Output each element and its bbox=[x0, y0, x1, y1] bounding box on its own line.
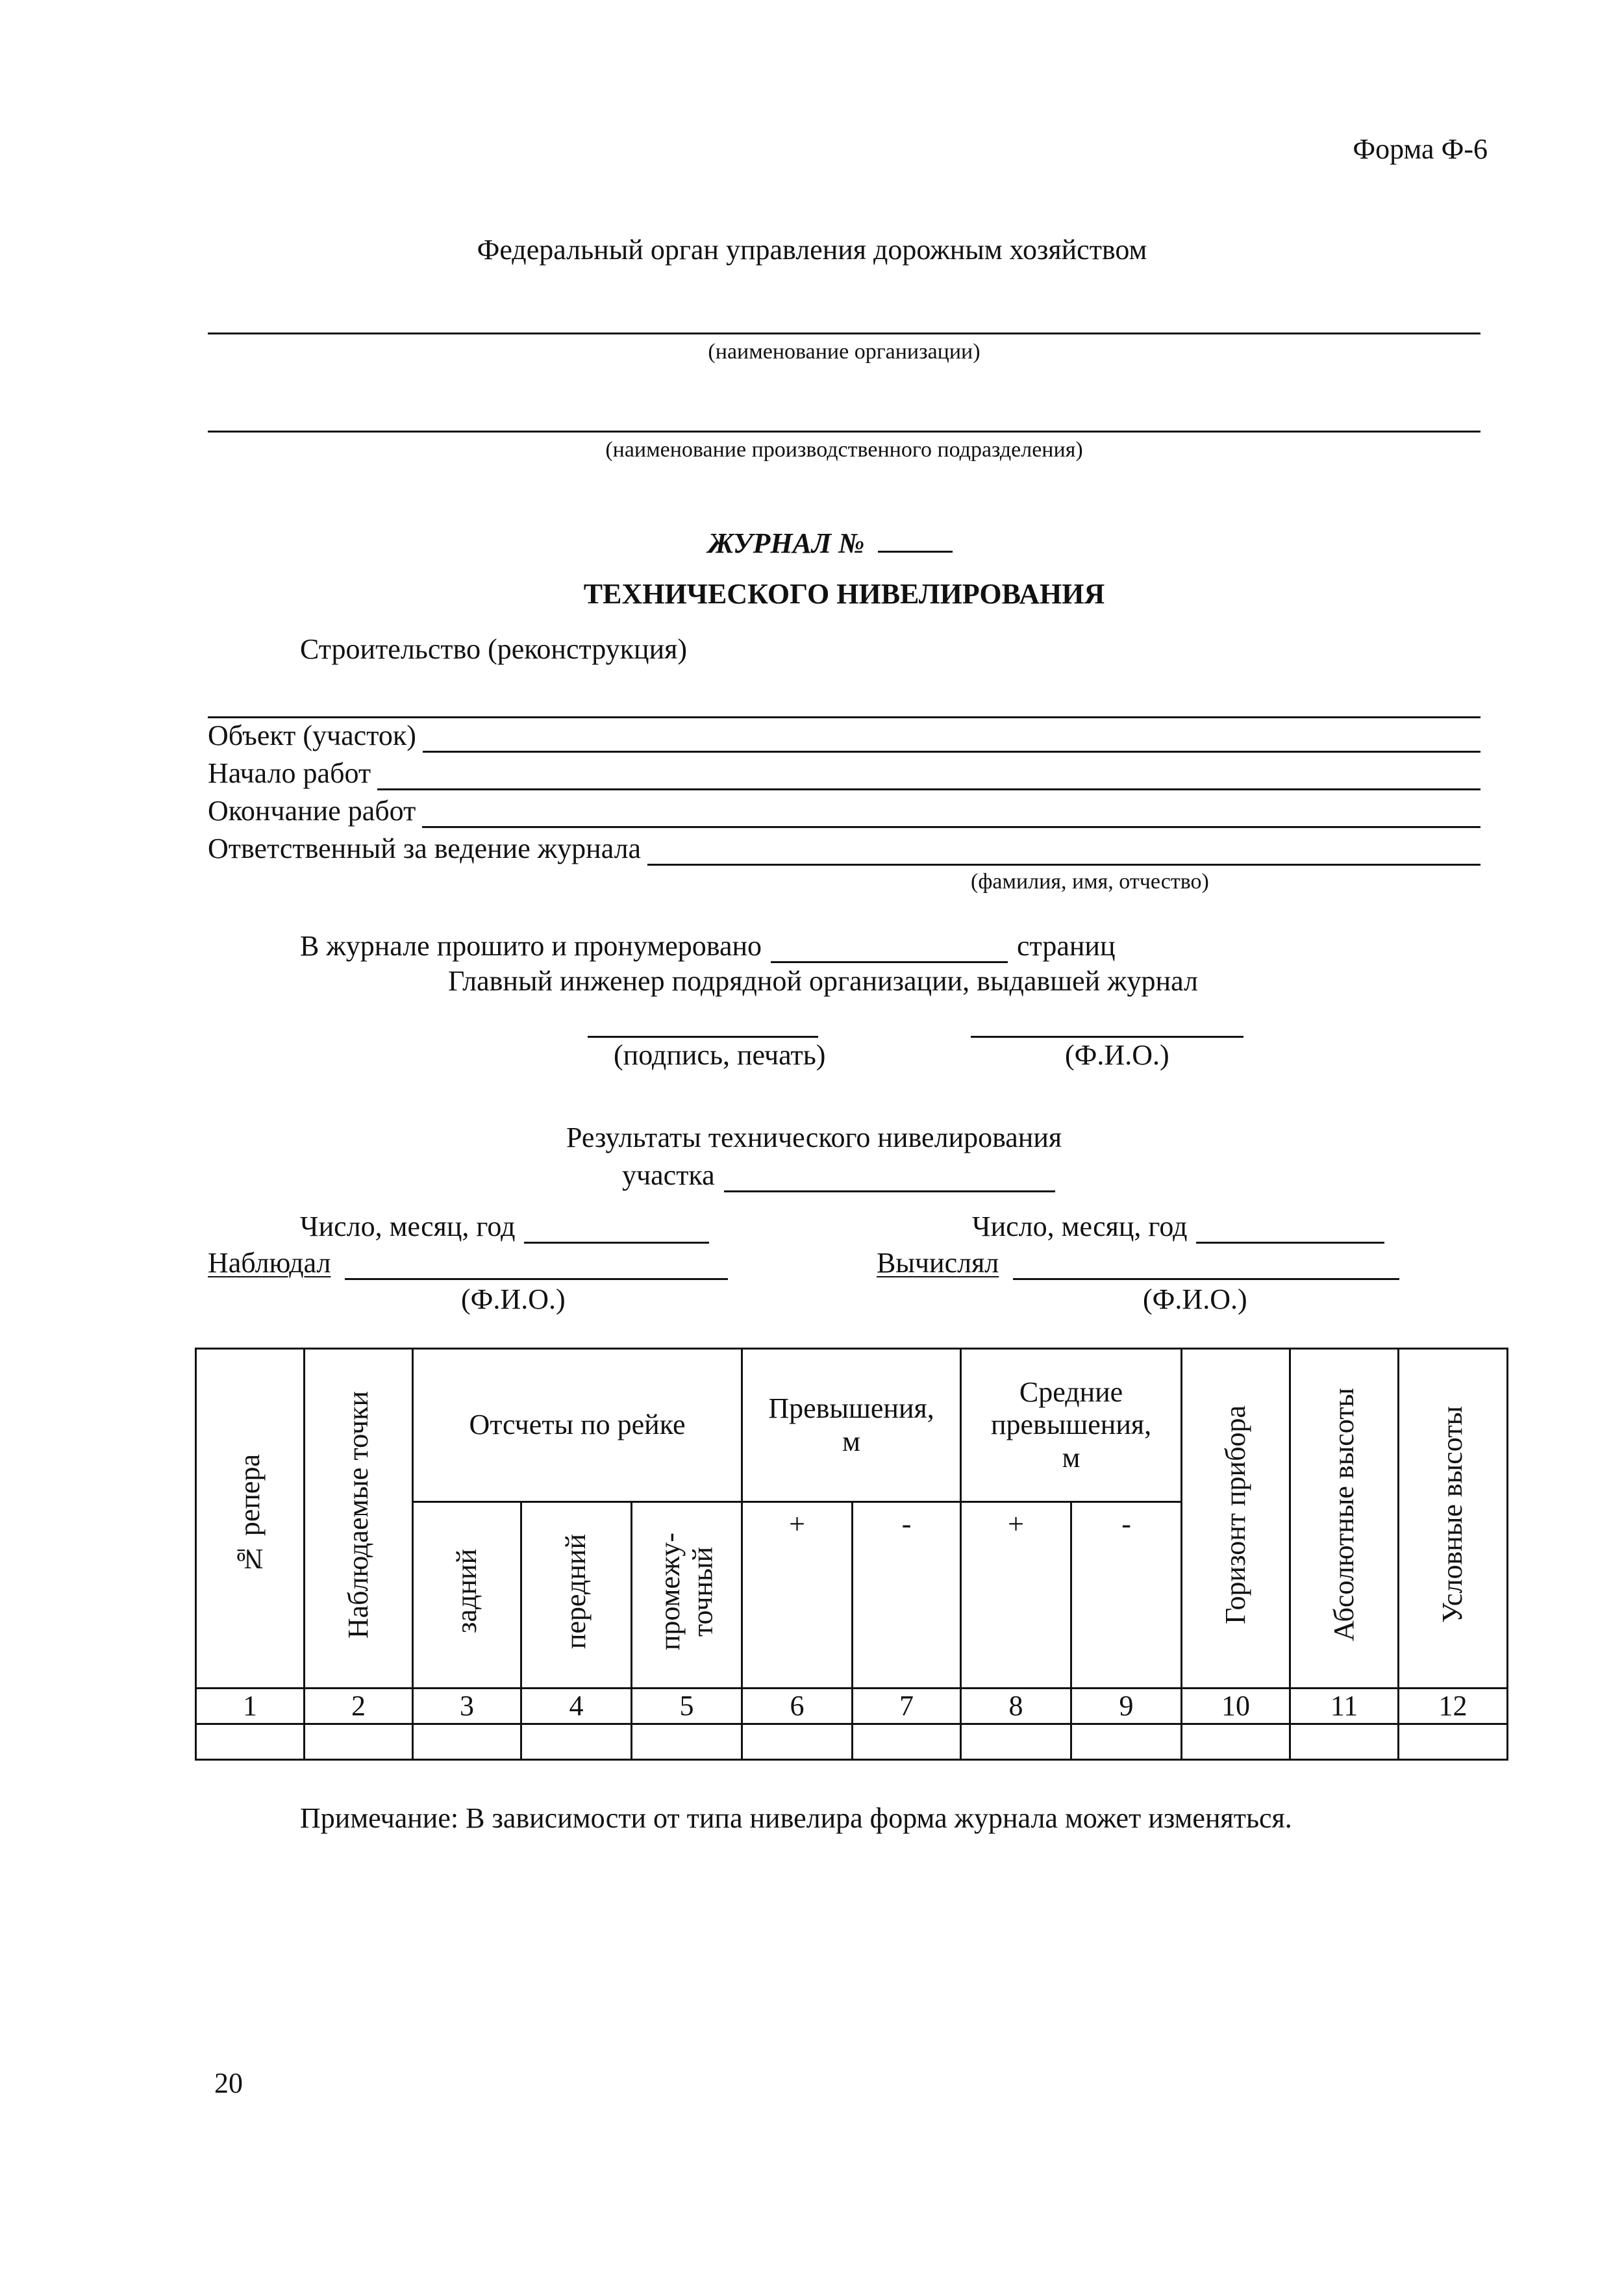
left-date-row bbox=[300, 1211, 709, 1244]
header-back-reading: задний bbox=[413, 1502, 521, 1689]
chief-engineer-label: Главный инженер подрядной организации, выдавшей журнал bbox=[448, 965, 1198, 997]
journal-title-text: ЖУРНАЛ № bbox=[708, 527, 865, 559]
results-title: Результаты технического нивелирования bbox=[566, 1122, 1062, 1153]
journal-subtitle: ТЕХНИЧЕСКОГО НИВЕЛИРОВАНИЯ bbox=[583, 578, 1105, 610]
observer-field[interactable] bbox=[345, 1252, 728, 1280]
end-row bbox=[208, 795, 1480, 828]
left-date-field[interactable] bbox=[524, 1216, 709, 1244]
end-field[interactable] bbox=[422, 800, 1480, 828]
calculator-fio-caption: (Ф.И.О.) bbox=[1143, 1283, 1247, 1315]
col-number: 6 bbox=[742, 1689, 853, 1724]
table-cell[interactable] bbox=[742, 1724, 853, 1760]
table-cell[interactable] bbox=[305, 1724, 413, 1760]
header-intermediate-reading: промежу- точный bbox=[632, 1502, 742, 1689]
header-instrument-horizon: Горизонт прибора bbox=[1182, 1349, 1290, 1689]
responsible-label: Ответственный за ведение журнала bbox=[208, 833, 642, 864]
header-benchmark: № репера bbox=[196, 1349, 305, 1689]
header-front-reading: передний bbox=[521, 1502, 632, 1689]
col-number: 7 bbox=[853, 1689, 961, 1724]
table-cell[interactable] bbox=[1071, 1724, 1182, 1760]
end-label: Окончание работ bbox=[208, 795, 416, 827]
stitched-row bbox=[300, 930, 1116, 963]
section-label: участка bbox=[622, 1159, 715, 1191]
fio-full-caption: (фамилия, имя, отчество) bbox=[971, 870, 1209, 894]
header-rod-readings: Отсчеты по рейке bbox=[413, 1349, 742, 1502]
right-date-field[interactable] bbox=[1196, 1216, 1384, 1244]
table-cell[interactable] bbox=[1182, 1724, 1290, 1760]
header-observed-points: Наблюдаемые точки bbox=[305, 1349, 413, 1689]
col-number: 1 bbox=[196, 1689, 305, 1724]
observer-fio-caption: (Ф.И.О.) bbox=[461, 1283, 566, 1315]
header-conditional-heights: Условные высоты bbox=[1399, 1349, 1508, 1689]
header-avg-minus: - bbox=[1071, 1502, 1182, 1689]
col-number: 10 bbox=[1182, 1689, 1290, 1724]
header-elevations: Превышения, м bbox=[742, 1349, 961, 1502]
calculator-field[interactable] bbox=[1013, 1252, 1399, 1280]
left-date-label: Число, месяц, год bbox=[300, 1211, 516, 1242]
header-elev-plus: + bbox=[742, 1502, 853, 1689]
chief-fio-caption: (Ф.И.О.) bbox=[1065, 1039, 1169, 1071]
org-name-line[interactable] bbox=[208, 333, 1480, 334]
journal-title bbox=[708, 527, 953, 560]
table-cell[interactable] bbox=[961, 1724, 1071, 1760]
pages-count-field[interactable] bbox=[771, 935, 1008, 963]
note-text: Примечание: В зависимости от типа нивелира форма журнала может изменяться. bbox=[300, 1802, 1292, 1834]
col-number: 11 bbox=[1290, 1689, 1399, 1724]
unit-name-caption: (наименование производственного подразделения) bbox=[605, 438, 1083, 462]
page-number: 20 bbox=[214, 2067, 243, 2099]
start-label: Начало работ bbox=[208, 757, 371, 789]
col-number: 8 bbox=[961, 1689, 1071, 1724]
org-name-caption: (наименование организации) bbox=[708, 340, 981, 364]
table-cell[interactable] bbox=[196, 1724, 305, 1760]
col-number: 5 bbox=[632, 1689, 742, 1724]
column-number-row bbox=[196, 1689, 1508, 1724]
object-field[interactable] bbox=[423, 725, 1480, 753]
construction-line[interactable] bbox=[208, 716, 1480, 718]
construction-label: Строительство (реконструкция) bbox=[300, 633, 688, 665]
table-cell[interactable] bbox=[1290, 1724, 1399, 1760]
table-cell[interactable] bbox=[853, 1724, 961, 1760]
col-number: 4 bbox=[521, 1689, 632, 1724]
header-elev-minus: - bbox=[853, 1502, 961, 1689]
right-date-row bbox=[972, 1211, 1384, 1244]
col-number: 2 bbox=[305, 1689, 413, 1724]
chief-fio-line[interactable] bbox=[971, 1036, 1243, 1038]
stitched-suffix: страниц bbox=[1017, 930, 1116, 962]
calculator-label: Вычислял bbox=[877, 1247, 999, 1279]
observer-label: Наблюдал bbox=[208, 1247, 331, 1279]
header-avg-elevations: Средние превышения, м bbox=[961, 1349, 1182, 1502]
col-number: 3 bbox=[413, 1689, 521, 1724]
calculator-row bbox=[877, 1247, 1399, 1280]
section-field[interactable] bbox=[724, 1164, 1055, 1192]
col-number: 12 bbox=[1399, 1689, 1508, 1724]
col-number: 9 bbox=[1071, 1689, 1182, 1724]
object-row bbox=[208, 720, 1480, 753]
start-row bbox=[208, 757, 1480, 790]
observer-row bbox=[208, 1247, 728, 1280]
header-avg-plus: + bbox=[961, 1502, 1071, 1689]
form-label: Форма Ф-6 bbox=[1353, 133, 1488, 165]
table-cell[interactable] bbox=[521, 1724, 632, 1760]
table-row bbox=[196, 1724, 1508, 1760]
section-row bbox=[622, 1159, 1055, 1192]
right-date-label: Число, месяц, год bbox=[972, 1211, 1188, 1242]
journal-number-field[interactable] bbox=[878, 527, 953, 553]
signature-line[interactable] bbox=[588, 1036, 818, 1038]
table-cell[interactable] bbox=[1399, 1724, 1508, 1760]
table-cell[interactable] bbox=[413, 1724, 521, 1760]
header-absolute-heights: Абсолютные высоты bbox=[1290, 1349, 1399, 1689]
start-field[interactable] bbox=[377, 762, 1480, 790]
leveling-table bbox=[195, 1348, 1508, 1761]
responsible-field[interactable] bbox=[647, 838, 1480, 866]
object-label: Объект (участок) bbox=[208, 720, 416, 751]
responsible-row bbox=[208, 833, 1480, 866]
unit-name-line[interactable] bbox=[208, 431, 1480, 433]
signature-caption: (подпись, печать) bbox=[614, 1039, 826, 1071]
table-cell[interactable] bbox=[632, 1724, 742, 1760]
stitched-prefix: В журнале прошито и пронумеровано bbox=[300, 930, 762, 962]
agency-title: Федеральный орган управления дорожным хозяйством bbox=[477, 234, 1147, 266]
